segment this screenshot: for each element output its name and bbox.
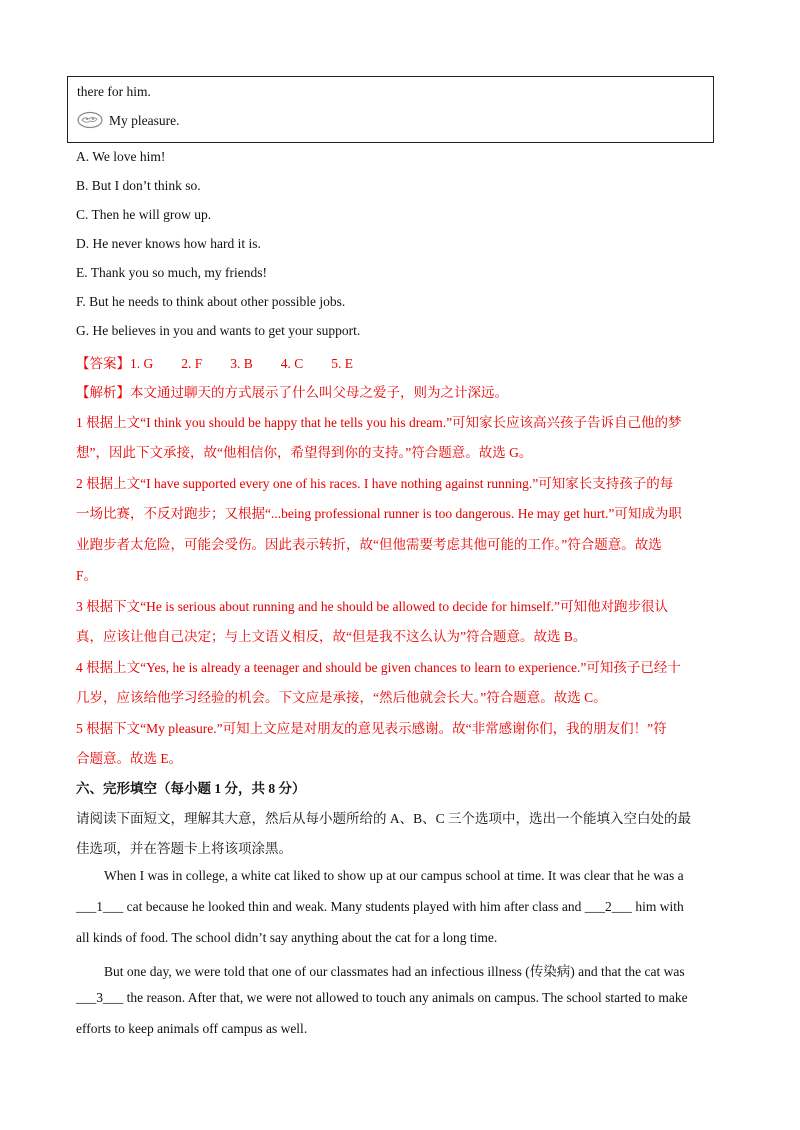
analysis-label: 【解析】 bbox=[76, 385, 130, 400]
passage-line: When I was in college, a white cat liked to show up at our campus school at time. It was clear that he was a bbox=[104, 868, 684, 883]
analysis-line: 真，应该让他自己决定；与上文语义相反，故“但是我不这么认为”符合题意。故选 B。 bbox=[76, 629, 587, 644]
passage-text: him with bbox=[632, 899, 684, 914]
passage-line: all kinds of food. The school didn’t say anything about the cat for a long time. bbox=[76, 930, 498, 945]
dialog-box bbox=[67, 76, 714, 143]
dialog-reply-text: My pleasure. bbox=[109, 113, 180, 129]
passage-line bbox=[76, 899, 684, 915]
answer-item: 2. F bbox=[181, 356, 203, 371]
passage-line: But one day, we were told that one of our classmates had an infectious illness (传染病) and that the cat was bbox=[104, 964, 685, 979]
section-heading: 六、完形填空（每小题 1 分，共 8 分） bbox=[76, 781, 306, 796]
dialog-line: there for him. bbox=[77, 84, 151, 99]
dialog-line bbox=[77, 113, 179, 131]
analysis-line: F。 bbox=[76, 568, 98, 583]
analysis-line: 1 根据上文“I think you should be happy that he tells you his dream.”可知家长应该高兴孩子告诉自己他的梦 bbox=[76, 415, 682, 430]
option-e: E. Thank you so much, my friends! bbox=[76, 265, 267, 280]
analysis-line: 一场比赛，不反对跑步；又根据“...being professional runner is too dangerous. He may get hurt.”可知成为职 bbox=[76, 506, 682, 521]
analysis-line: 合题意。故选 E。 bbox=[76, 751, 183, 766]
blank-1: ___1___ bbox=[76, 899, 124, 914]
analysis-intro-text: 本文通过聊天的方式展示了什么叫父母之爱子，则为之计深远。 bbox=[130, 385, 508, 400]
speaker-avatar-icon bbox=[77, 111, 103, 129]
analysis-line: 4 根据上文“Yes, he is already a teenager and should be given chances to learn to experience.”可知孩子已经十 bbox=[76, 660, 681, 675]
passage-text: the reason. After that, we were not allowed to touch any animals on campus. The school started to make bbox=[123, 990, 688, 1005]
analysis-line: 3 根据下文“He is serious about running and he should be allowed to decide for himself.”可知他对跑步很认 bbox=[76, 599, 669, 614]
analysis-line: 几岁，应该给他学习经验的机会。下文应是承接，“然后他就会长大。”符合题意。故选 C。 bbox=[76, 690, 607, 705]
section-instruction: 佳选项，并在答题卡上将该项涂黑。 bbox=[76, 841, 292, 856]
blank-2: ___2___ bbox=[584, 899, 632, 914]
answer-item: 1. G bbox=[130, 356, 154, 371]
analysis-intro bbox=[76, 381, 508, 401]
passage-text: cat because he looked thin and weak. Many students played with him after class and bbox=[123, 899, 585, 914]
answer-label: 【答案】 bbox=[76, 356, 130, 371]
passage-line bbox=[76, 990, 688, 1006]
answer-item: 5. E bbox=[331, 356, 354, 371]
section-instruction: 请阅读下面短文，理解其大意，然后从每小题所给的 A、B、C 三个选项中，选出一个能填入空白处的最 bbox=[76, 811, 692, 826]
option-a: A. We love him! bbox=[76, 149, 166, 164]
blank-3: ___3___ bbox=[76, 990, 124, 1005]
analysis-line: 2 根据上文“I have supported every one of his races. I have nothing against running.”可知家长支持孩子的每 bbox=[76, 476, 674, 491]
option-c: C. Then he will grow up. bbox=[76, 207, 212, 222]
analysis-line: 5 根据下文“My pleasure.”可知上文应是对朋友的意见表示感谢。故“非常感谢你们，我的朋友们！”符 bbox=[76, 721, 667, 736]
answer-item: 3. B bbox=[230, 356, 253, 371]
answer-line bbox=[76, 352, 353, 372]
analysis-line: 业跑步者太危险，可能会受伤。因此表示转折，故“但他需要考虑其他可能的工作。”符合题意。故选 bbox=[76, 537, 662, 552]
option-d: D. He never knows how hard it is. bbox=[76, 236, 261, 251]
passage-line: efforts to keep animals off campus as well. bbox=[76, 1021, 308, 1036]
option-g: G. He believes in you and wants to get your support. bbox=[76, 323, 361, 338]
option-f: F. But he needs to think about other possible jobs. bbox=[76, 294, 346, 309]
option-b: B. But I don’t think so. bbox=[76, 178, 201, 193]
analysis-line: 想”，因此下文承接，故“他相信你，希望得到你的支持。”符合题意。故选 G。 bbox=[76, 445, 533, 460]
answer-item: 4. C bbox=[280, 356, 304, 371]
